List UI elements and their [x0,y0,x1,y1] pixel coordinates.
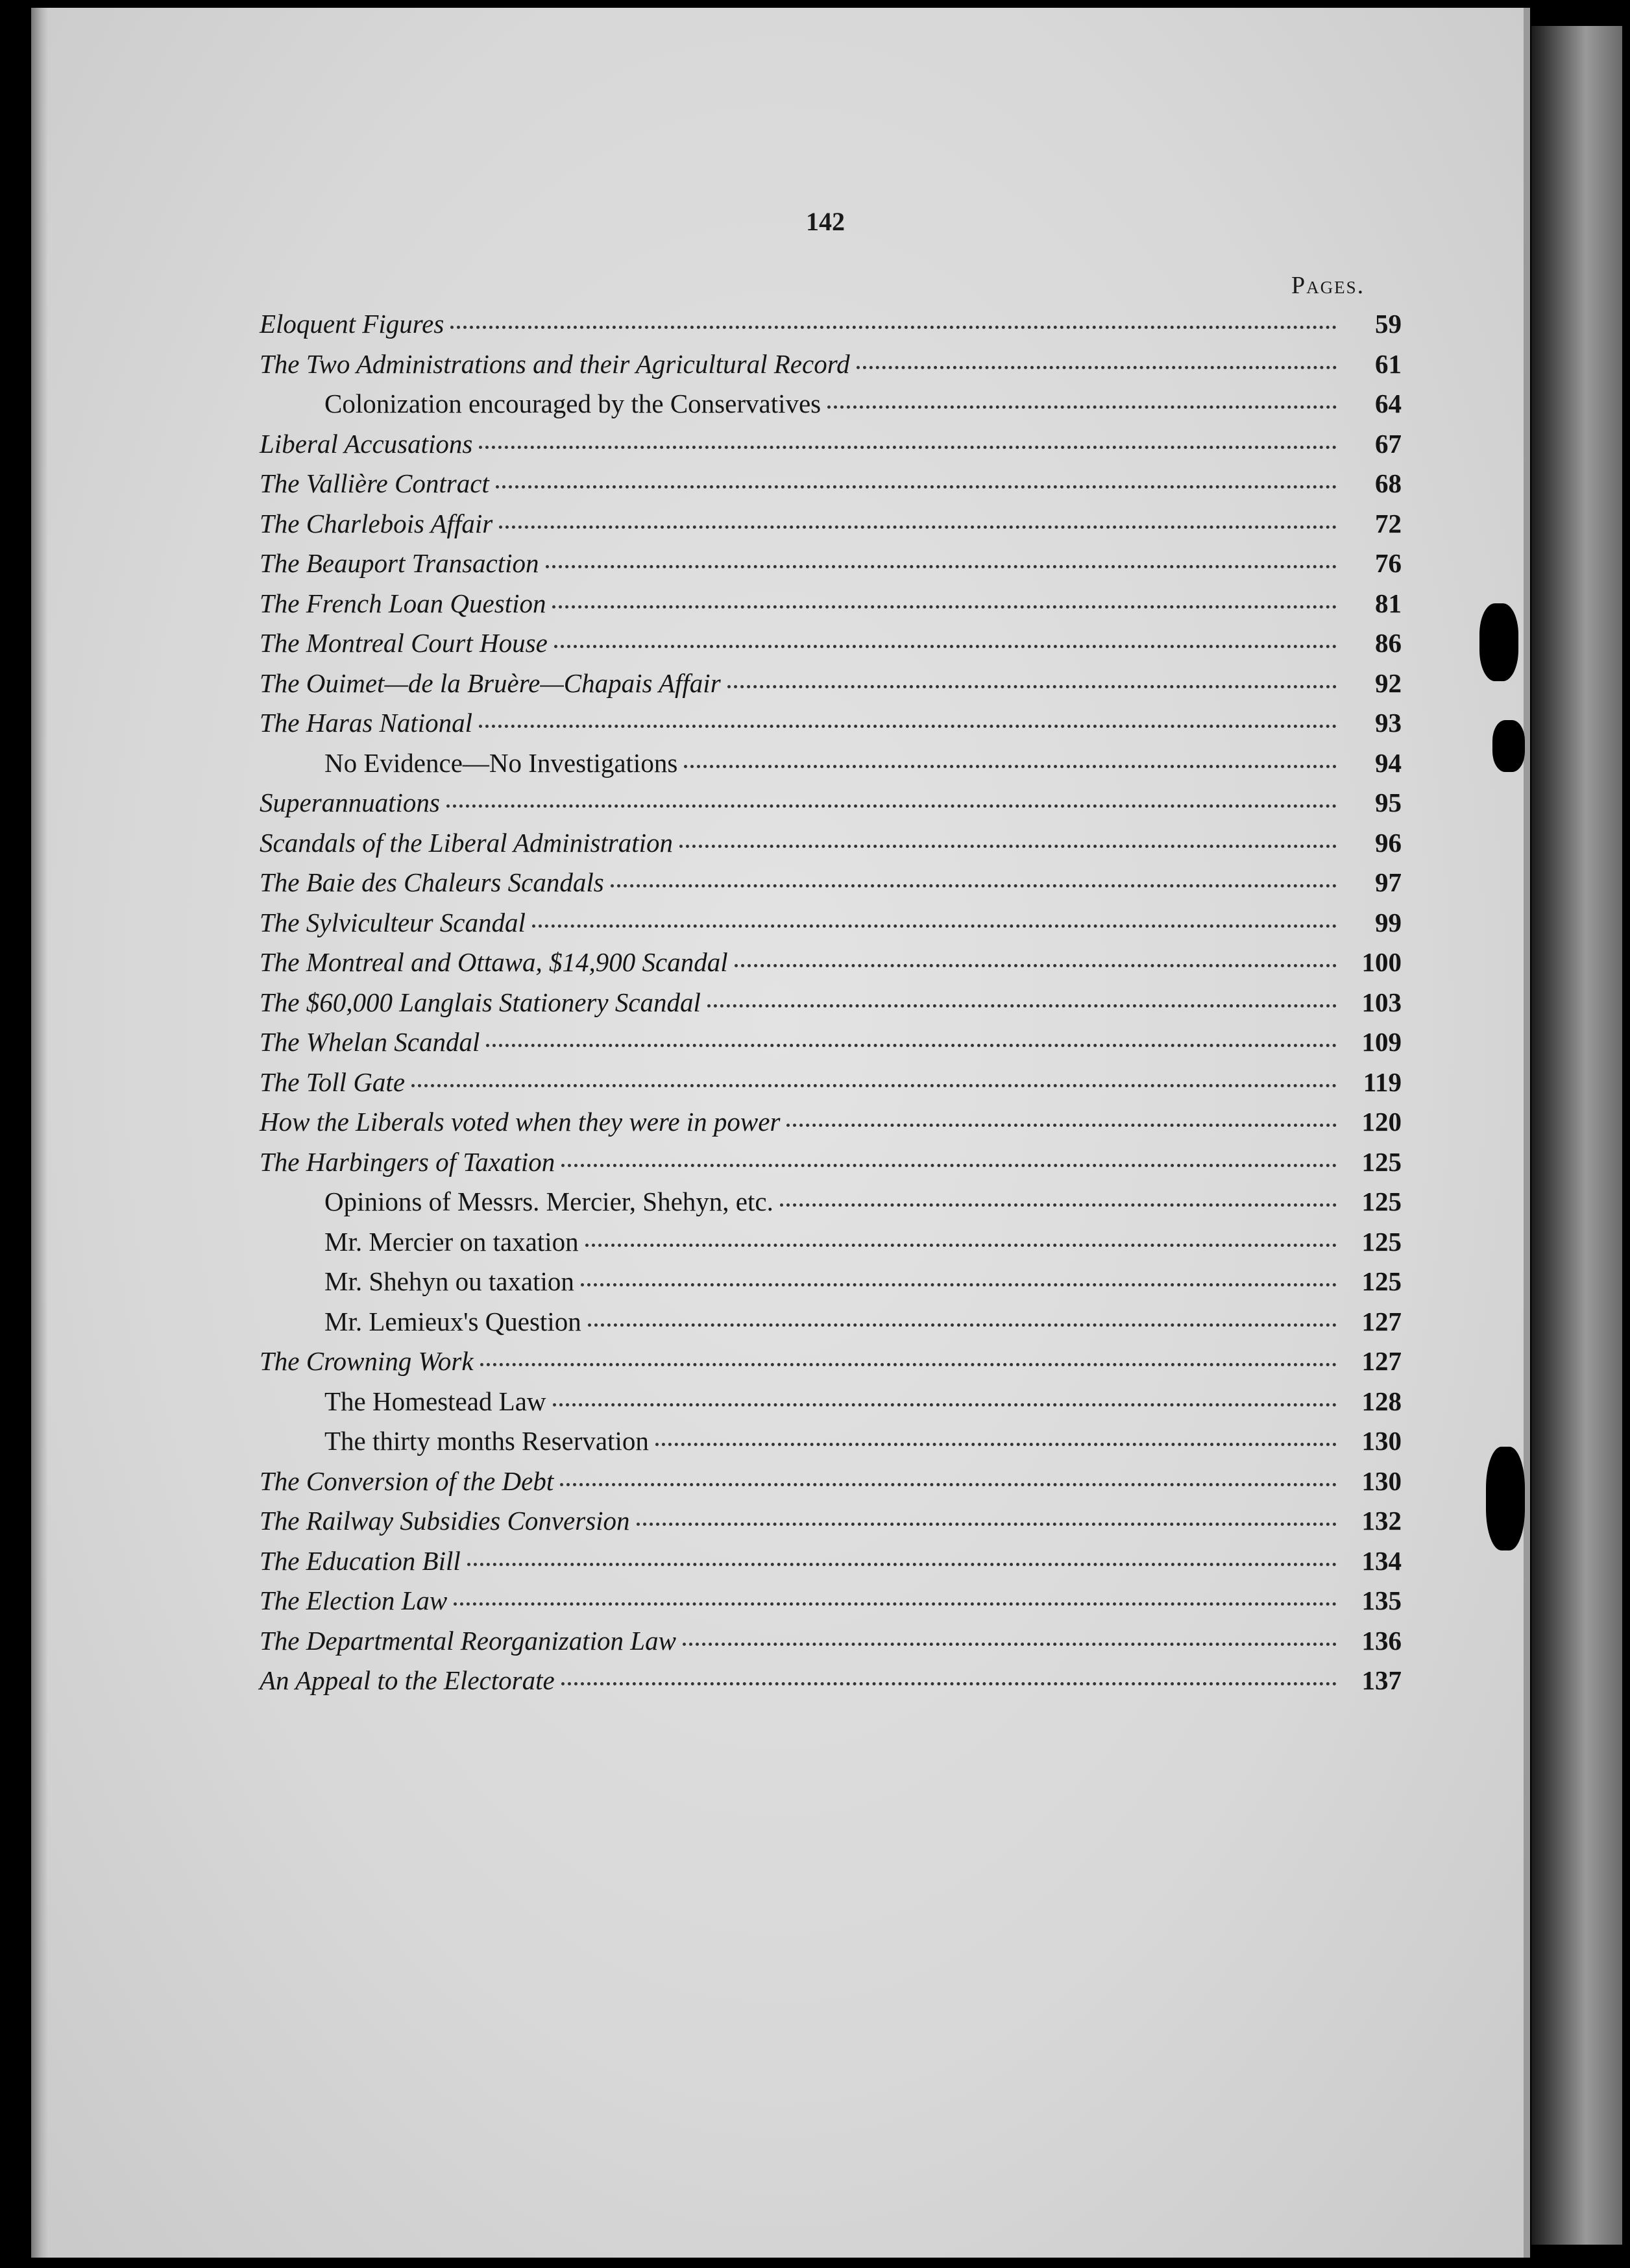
toc-entry-page-number: 103 [1361,987,1402,1017]
dot-leader [588,1323,1337,1327]
margin-damage-mark [1486,1447,1525,1550]
dot-leader [786,1124,1337,1127]
toc-entry-page-number: 72 [1375,508,1402,538]
toc-entry-title: Colonization encouraged by the Conservatives [324,389,821,418]
toc-entry-page-number: 135 [1361,1586,1402,1615]
toc-entry [260,707,1402,747]
toc-entry [260,1585,1402,1625]
toc-entry-page-number: 130 [1361,1426,1402,1456]
toc-entry-title: The Education Bill [260,1545,461,1576]
toc-entry-page-number: 86 [1375,628,1402,658]
dot-leader [684,765,1337,768]
toc-entry [260,827,1402,867]
toc-entry [260,1345,1402,1386]
toc-entry [260,1226,1402,1266]
toc-entry-title: The Charlebois Affair [260,508,493,538]
toc-entry-page-number: 137 [1361,1665,1402,1695]
toc-entry-page-number: 68 [1375,468,1402,498]
dot-leader [857,366,1337,369]
toc-entry [260,1106,1402,1146]
dot-leader [553,1403,1337,1406]
toc-entry [260,1146,1402,1187]
adjacent-page-edge [1531,26,1622,2245]
toc-entry-title: Mr. Mercier on taxation [324,1226,579,1257]
toc-entry [260,987,1402,1027]
dot-leader [585,1244,1337,1247]
dot-leader [486,1044,1337,1047]
toc-entry-page-number: 119 [1363,1067,1402,1097]
toc-entry [260,907,1402,947]
toc-entry-title: The Ouimet—de la Bruère—Chapais Affair [260,668,721,698]
toc-entry-page-number: 59 [1375,309,1402,339]
dot-leader [735,964,1337,967]
toc-entry-title: The Whelan Scandal [260,1027,480,1057]
dot-leader [450,326,1337,329]
toc-entry-page-number: 92 [1375,668,1402,698]
toc-entry-page-number: 136 [1361,1625,1402,1656]
dot-leader [454,1602,1337,1606]
dot-leader [479,725,1337,728]
toc-entry-page-number: 94 [1375,747,1402,778]
margin-damage-mark [1492,720,1525,772]
dot-leader [727,685,1337,688]
dot-leader [446,804,1337,808]
toc-entry [260,1067,1402,1107]
page-number: 142 [806,207,845,236]
toc-entry-page-number: 67 [1375,428,1402,459]
toc-entry-page-number: 127 [1361,1346,1402,1376]
toc-entry-title: The Vallière Contract [260,468,489,498]
toc-entry-page-number: 100 [1361,947,1402,977]
dot-leader [780,1203,1337,1207]
toc-entry-title: The Harbingers of Taxation [260,1146,555,1177]
toc-entry-title: The $60,000 Langlais Stationery Scandal [260,987,701,1017]
toc-entry-title: The Conversion of the Debt [260,1466,554,1496]
toc-entry-title: The Montreal Court House [260,628,548,658]
dot-leader [827,405,1337,409]
toc-entry-title: An Appeal to the Electorate [260,1665,555,1695]
dot-leader [611,884,1337,887]
toc-entry-title: The Toll Gate [260,1067,406,1097]
toc-entry-title: The thirty months Reservation [324,1426,649,1456]
toc-entry [260,1266,1402,1306]
table-of-contents [260,308,1402,1705]
toc-entry [260,1425,1402,1466]
toc-entry-title: Liberal Accusations [260,428,473,459]
toc-entry-page-number: 125 [1361,1146,1402,1177]
dot-leader [560,1483,1337,1486]
toc-entry-title: Opinions of Messrs. Mercier, Shehyn, etc. [324,1187,773,1216]
toc-entry [260,627,1402,668]
toc-entry-page-number: 61 [1375,348,1402,379]
toc-entry-page-number: 130 [1361,1466,1402,1496]
toc-entry-page-number: 95 [1375,788,1402,817]
toc-entry-page-number: 99 [1375,907,1402,937]
dot-leader [532,924,1337,928]
toc-entry-page-number: 96 [1375,827,1402,858]
toc-entry-title: The Departmental Reorganization Law [260,1625,676,1656]
toc-entry [260,1505,1402,1545]
toc-entry-title: Eloquent Figures [260,309,444,339]
toc-entry-title: The Beauport Transaction [260,548,539,578]
toc-entry [260,508,1402,548]
dot-leader [499,525,1337,529]
dot-leader [496,485,1337,489]
toc-entry-page-number: 81 [1375,588,1402,618]
toc-entry-page-number: 64 [1375,389,1402,418]
dot-leader [480,1363,1337,1366]
toc-entry [260,468,1402,508]
toc-entry-page-number: 97 [1375,867,1402,897]
dot-leader [683,1643,1337,1646]
toc-entry [260,1545,1402,1586]
toc-entry [260,747,1402,788]
dot-leader [554,645,1337,648]
pages-column-heading: Pages. [1291,272,1365,299]
toc-entry-page-number: 127 [1361,1306,1402,1336]
toc-entry [260,867,1402,907]
dot-leader [411,1084,1337,1087]
toc-entry [260,308,1402,348]
toc-entry-title: The Two Administrations and their Agricultural Record [260,348,850,379]
dot-leader [707,1004,1337,1007]
toc-entry [260,388,1402,428]
margin-damage-mark [1479,603,1518,681]
toc-entry-title: The Baie des Chaleurs Scandals [260,867,604,897]
toc-entry [260,1466,1402,1506]
toc-entry-page-number: 93 [1375,708,1402,738]
toc-entry-page-number: 128 [1361,1386,1402,1416]
toc-entry [260,668,1402,708]
toc-entry-title: How the Liberals voted when they were in power [260,1107,781,1137]
paper-edge-shadow [31,8,48,2258]
toc-entry-title: The French Loan Question [260,588,546,618]
toc-entry [260,348,1402,389]
toc-entry [260,1665,1402,1705]
toc-entry [260,588,1402,628]
toc-entry [260,1306,1402,1346]
toc-entry-title: The Crowning Work [260,1346,474,1376]
toc-entry-page-number: 125 [1361,1187,1402,1216]
toc-entry-page-number: 132 [1361,1506,1402,1536]
dot-leader [561,1682,1337,1685]
toc-entry-title: The Railway Subsidies Conversion [260,1506,630,1536]
toc-entry-title: No Evidence—No Investigations [324,747,678,778]
toc-entry-page-number: 76 [1375,548,1402,578]
toc-entry-page-number: 120 [1361,1107,1402,1137]
toc-entry [260,548,1402,588]
toc-entry-title: The Election Law [260,1586,448,1615]
dot-leader [581,1283,1337,1286]
toc-entry [260,1026,1402,1067]
toc-entry-page-number: 109 [1361,1027,1402,1057]
toc-entry-page-number: 125 [1361,1226,1402,1257]
toc-entry-page-number: 125 [1361,1266,1402,1296]
toc-entry-title: The Homestead Law [324,1386,546,1416]
toc-entry [260,787,1402,827]
toc-entry-page-number: 134 [1361,1545,1402,1576]
toc-entry [260,1186,1402,1226]
dot-leader [552,605,1337,609]
toc-entry [260,1625,1402,1665]
dot-leader [637,1523,1337,1526]
toc-entry [260,1386,1402,1426]
dot-leader [479,446,1337,449]
toc-entry-title: The Montreal and Ottawa, $14,900 Scandal [260,947,728,977]
toc-entry-title: Mr. Shehyn ou taxation [324,1266,574,1296]
toc-entry-title: Scandals of the Liberal Administration [260,827,674,858]
toc-entry-title: Mr. Lemieux's Question [324,1306,581,1336]
dot-leader [546,565,1337,568]
toc-entry-title: Superannuations [260,788,440,817]
toc-entry-title: The Haras National [260,708,473,738]
dot-leader [561,1164,1337,1167]
dot-leader [679,845,1337,848]
toc-entry [260,947,1402,987]
dot-leader [467,1563,1337,1566]
toc-entry-title: The Sylviculteur Scandal [260,907,526,937]
dot-leader [655,1443,1337,1446]
toc-entry [260,428,1402,468]
